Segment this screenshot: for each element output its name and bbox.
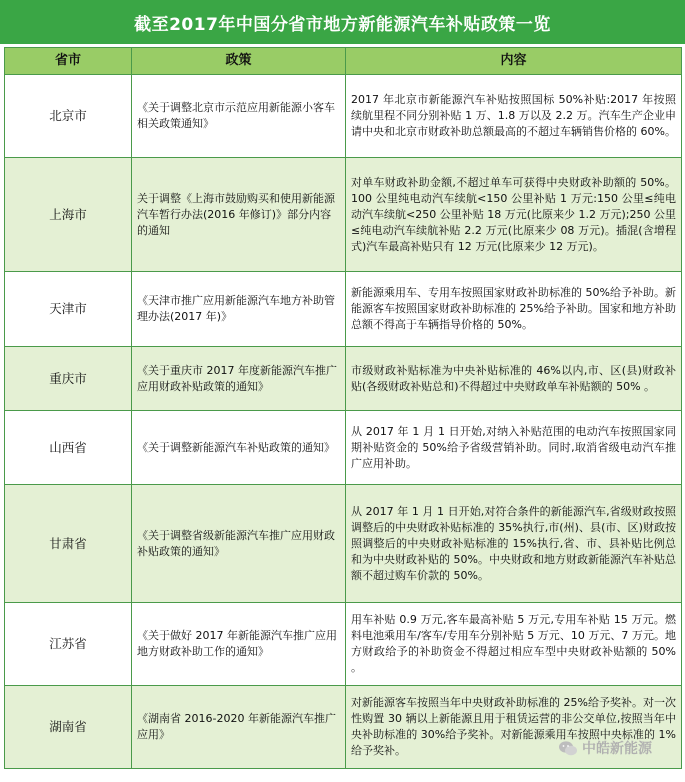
page-title: 截至2017年中国分省市地方新能源汽车补贴政策一览 bbox=[134, 14, 551, 35]
content-cell: 2017 年北京市新能源汽车补贴按照国标 50%补贴:2017 年按照续航里程不同分别补贴 1 万、1.8 万以及 2.2 万。汽车生产企业申请中央和北京市财政补助总额最高的不超过车辆销售价格的 60%。 bbox=[346, 75, 682, 158]
content-cell: 对新能源客车按照当年中央财政补助标准的 25%给予奖补。对一次性购置 30 辆以上新能源且用于租赁运营的非公交单位,按照当年中央补助标准的 30%给予奖补。对新能源乘用车按照中央标准的 1%给予奖补。 bbox=[346, 686, 682, 769]
province-cell: 北京市 bbox=[5, 75, 132, 158]
province-cell: 湖南省 bbox=[5, 686, 132, 769]
policy-cell: 《天津市推广应用新能源汽车地方补助管理办法(2017 年)》 bbox=[132, 272, 346, 347]
table-row bbox=[5, 347, 682, 411]
policy-cell: 《关于调整新能源汽车补贴政策的通知》 bbox=[132, 411, 346, 485]
policy-cell: 《关于调整北京市示范应用新能源小客车相关政策通知》 bbox=[132, 75, 346, 158]
table-row bbox=[5, 686, 682, 769]
province-cell: 山西省 bbox=[5, 411, 132, 485]
table-row bbox=[5, 75, 682, 158]
watermark-text: 中皓新能源 bbox=[582, 741, 652, 757]
table-row bbox=[5, 272, 682, 347]
content-cell: 新能源乘用车、专用车按照国家财政补助标准的 50%给予补助。新能源客车按照国家财政补助标准的 25%给予补助。国家和地方补助总额不得高于车辆指导价格的 50%。 bbox=[346, 272, 682, 347]
province-cell: 上海市 bbox=[5, 158, 132, 272]
province-cell: 江苏省 bbox=[5, 603, 132, 686]
province-cell: 天津市 bbox=[5, 272, 132, 347]
policy-cell: 《关于重庆市 2017 年度新能源汽车推广应用财政补贴政策的通知》 bbox=[132, 347, 346, 411]
content-cell: 对单车财政补助金额,不超过单车可获得中央财政补助额的 50%。100 公里纯电动汽车续航<150 公里补贴 1 万元:150 公里≤纯电动汽车续航<250 公里补贴 18 万元(比原来少 1.2 万元);250 公里≤纯电动汽车续航补贴 2.2 万元(比原来少 08 万元)。插混(含增程式)汽车最高补贴只有 12 万元(比原来少 12 万元)。 bbox=[346, 158, 682, 272]
header-content: 内容 bbox=[346, 48, 682, 75]
table-row bbox=[5, 485, 682, 603]
content-cell: 从 2017 年 1 月 1 日开始,对符合条件的新能源汽车,省级财政按照调整后的中央财政补贴标准的 35%执行,市(州)、县(市、区)财政按照调整后的中央财政补贴标准的 15%执行,省、市、县补贴比例总和为中央财政补贴的 50%。中央财政和地方财政新能源汽车补贴总额不超过购车价款的 50%。 bbox=[346, 485, 682, 603]
province-cell: 重庆市 bbox=[5, 347, 132, 411]
policy-cell: 《关于调整省级新能源汽车推广应用财政补贴政策的通知》 bbox=[132, 485, 346, 603]
header-province: 省市 bbox=[5, 48, 132, 75]
policy-cell: 《湖南省 2016-2020 年新能源汽车推广应用》 bbox=[132, 686, 346, 769]
header-policy: 政策 bbox=[132, 48, 346, 75]
content-cell: 市级财政补贴标准为中央补贴标准的 46%以内,市、区(县)财政补贴(各级财政补贴总和)不得超过中央财政单车补贴额的 50% 。 bbox=[346, 347, 682, 411]
content-cell: 用车补贴 0.9 万元,客车最高补贴 5 万元,专用车补贴 15 万元。燃料电池乘用车/客车/专用车分别补贴 5 万元、10 万元、7 万元。地方财政给予的补助资金不得超过相应车型中央财政补贴额的 50% 。 bbox=[346, 603, 682, 686]
policy-table bbox=[4, 47, 682, 769]
table-row bbox=[5, 411, 682, 485]
policy-cell: 《关于做好 2017 年新能源汽车推广应用地方财政补助工作的通知》 bbox=[132, 603, 346, 686]
policy-cell: 关于调整《上海市鼓励购买和使用新能源汽车暂行办法(2016 年修订)》部分内容的通知 bbox=[132, 158, 346, 272]
content-cell: 从 2017 年 1 月 1 日开始,对纳入补贴范围的电动汽车按照国家同期补贴资金的 50%给予省级营销补助。同时,取消省级电动汽车推广应用补助。 bbox=[346, 411, 682, 485]
table-row bbox=[5, 158, 682, 272]
table-row bbox=[5, 603, 682, 686]
province-cell: 甘肃省 bbox=[5, 485, 132, 603]
header-row bbox=[5, 48, 682, 75]
title-bar bbox=[0, 0, 685, 44]
